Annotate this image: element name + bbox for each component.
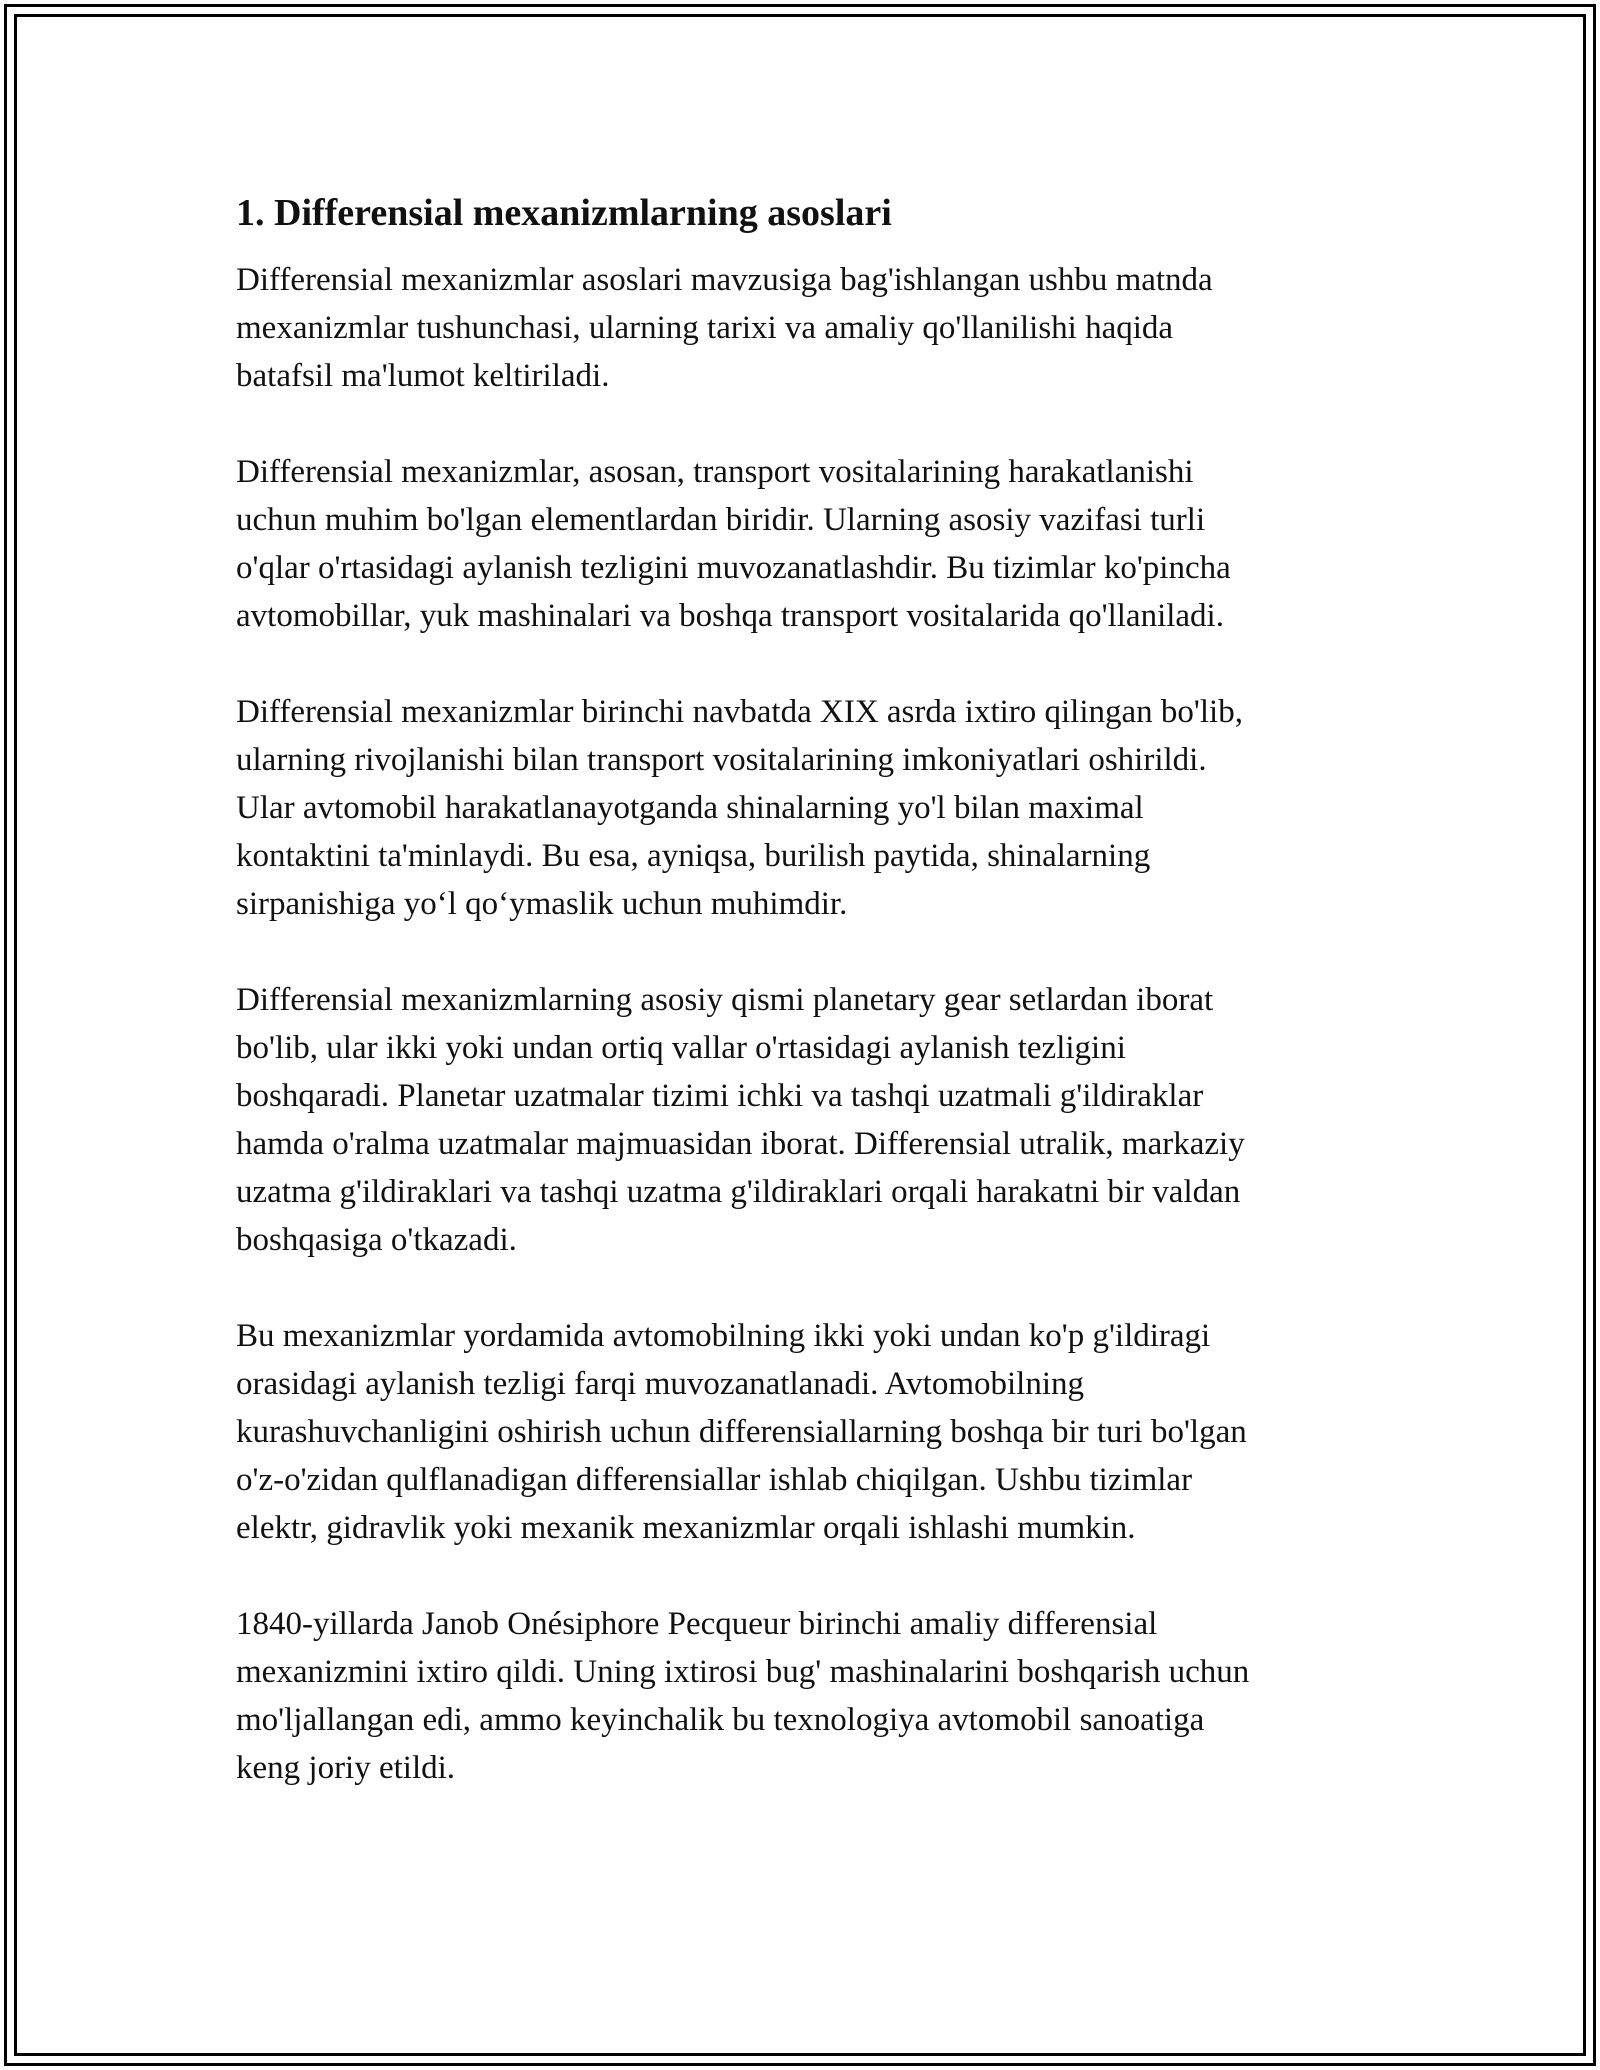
text-line: kurashuvchanligini oshirish uchun differensiallarning boshqa bir turi bo'lgan (236, 1414, 1247, 1450)
section-heading: 1. Differensial mexanizmlarning asoslari (236, 192, 892, 234)
paragraph-locking-differentials (236, 1312, 1376, 1552)
text-line: orasidagi aylanish tezligi farqi muvozanatlanadi. Avtomobilning (236, 1366, 1085, 1402)
text-line: mo'ljallangan edi, ammo keyinchalik bu texnologiya avtomobil sanoatiga (236, 1702, 1205, 1738)
document-body (236, 186, 1376, 1840)
text-line: o'qlar o'rtasidagi aylanish tezligini muvozanatlashdir. Bu tizimlar ko'pincha (236, 550, 1231, 586)
text-line: kontaktini ta'minlaydi. Bu esa, ayniqsa, burilish paytida, shinalarning (236, 838, 1151, 874)
text-line: o'z-o'zidan qulflanadigan differensiallar ishlab chiqilgan. Ushbu tizimlar (236, 1462, 1193, 1498)
text-line: hamda o'ralma uzatmalar majmuasidan iborat. Differensial utralik, markaziy (236, 1126, 1245, 1162)
text-line: keng joriy etildi. (236, 1750, 456, 1786)
text-line: batafsil ma'lumot keltiriladi. (236, 358, 610, 394)
text-line: uzatma g'ildiraklari va tashqi uzatma g'ildiraklari orqali harakatni bir valdan (236, 1174, 1241, 1210)
text-line: Differensial mexanizmlar asoslari mavzusiga bag'ishlangan ushbu matnda (236, 262, 1213, 298)
text-line: Differensial mexanizmlar birinchi navbatda XIX asrda ixtiro qilingan bo'lib, (236, 694, 1243, 730)
paragraph-planetary-gears (236, 976, 1376, 1264)
text-line: Differensial mexanizmlar, asosan, transport vositalarining harakatlanishi (236, 454, 1194, 490)
text-line: mexanizmini ixtiro qildi. Uning ixtirosi bug' mashinalarini boshqarish uchun (236, 1654, 1250, 1690)
text-line: Bu mexanizmlar yordamida avtomobilning ikki yoki undan ko'p g'ildiragi (236, 1318, 1211, 1354)
text-line: boshqasiga o'tkazadi. (236, 1222, 517, 1258)
paragraph-purpose (236, 448, 1376, 640)
text-line: uchun muhim bo'lgan elementlardan biridir. Ularning asosiy vazifasi turli (236, 502, 1206, 538)
text-line: 1840-yillarda Janob Onésiphore Pecqueur birinchi amaliy differensial (236, 1606, 1158, 1642)
text-line: Ular avtomobil harakatlanayotganda shinalarning yo'l bilan maximal (236, 790, 1144, 826)
text-line: elektr, gidravlik yoki mexanik mexanizmlar orqali ishlashi mumkin. (236, 1510, 1136, 1546)
text-line: sirpanishiga yo‘l qo‘ymaslik uchun muhimdir. (236, 886, 848, 922)
text-line: mexanizmlar tushunchasi, ularning tarixi va amaliy qo'llanilishi haqida (236, 310, 1174, 346)
text-line: boshqaradi. Planetar uzatmalar tizimi ichki va tashqi uzatmali g'ildiraklar (236, 1078, 1204, 1114)
text-line: Differensial mexanizmlarning asosiy qismi planetary gear setlardan iborat (236, 982, 1214, 1018)
text-line: avtomobillar, yuk mashinalari va boshqa transport vositalarida qo'llaniladi. (236, 598, 1224, 634)
paragraph-intro (236, 256, 1376, 400)
paragraph-pecqueur (236, 1600, 1376, 1792)
paragraph-history (236, 688, 1376, 928)
text-line: ularning rivojlanishi bilan transport vositalarining imkoniyatlari oshirildi. (236, 742, 1207, 778)
text-line: bo'lib, ular ikki yoki undan ortiq vallar o'rtasidagi aylanish tezligini (236, 1030, 1126, 1066)
